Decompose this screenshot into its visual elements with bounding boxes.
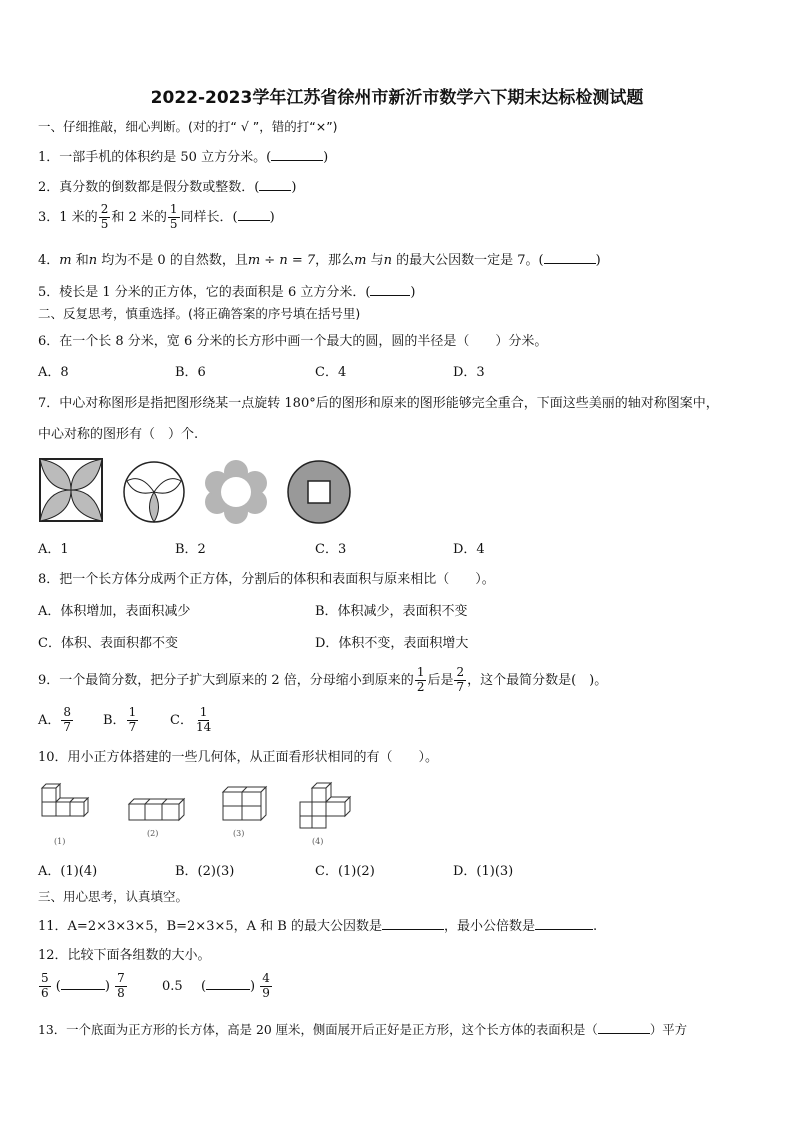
figure-label: (4) [312,837,324,846]
question-3-text: 3．1 米的 [38,209,98,225]
option-c[interactable]: C．体积、表面积都不变 [38,636,178,651]
option-a[interactable]: A．1 [38,542,69,557]
question-4-text: 和 [75,253,89,268]
question-13-text: ）平方 [649,1022,687,1037]
denominator: 14 [195,719,212,734]
question-11 [38,917,597,933]
option-d[interactable]: D．3 [453,365,485,380]
question-11-text: . [592,919,598,934]
denominator: 7 [456,679,465,694]
option-b[interactable]: B．6 [175,365,206,380]
numerator: 1 [199,705,208,719]
question-5-text: 5．棱长是 1 分米的正方体，它的表面积是 6 立方分米．( [38,285,371,300]
question-1 [38,148,328,164]
option-b[interactable] [103,706,139,735]
numerator: 4 [262,971,270,985]
figure-label: (2) [147,829,159,838]
denominator: 7 [63,719,72,734]
numerator: 2 [100,202,109,216]
denominator: 5 [169,216,178,231]
option-c[interactable]: C．4 [315,365,347,380]
numerator: 1 [416,665,425,679]
question-4-text: 均为不是 0 的自然数，且 [101,253,248,268]
option-a[interactable]: A．体积增加，表面积减少 [38,604,191,619]
question-11-text: ，最小公倍数是 [443,919,535,934]
option-label: B． [103,712,126,728]
fraction [454,666,466,695]
question-13 [38,1021,687,1036]
question-3-text: 和 2 米的 [111,209,167,225]
cube-figure-1 [38,780,98,832]
question-2-text: 2．真分数的倒数都是假分数或整数．( [38,180,260,195]
question-7-line-2: 中心对称的图形有（ ）个. [38,427,199,442]
compare-blank[interactable] [206,977,250,990]
fraction [194,706,213,735]
answer-blank[interactable] [598,1021,650,1034]
fraction [61,706,73,735]
question-4-text: ，那么 [315,253,355,268]
figure-label: (3) [233,829,245,838]
option-b[interactable]: B．(2)(3) [175,864,235,879]
option-a[interactable] [38,706,74,735]
fraction [260,972,272,1001]
question-13-text: 13．一个底面为正方形的长方体，高是 20 厘米，侧面展开后正好是正方形，这个长方体的表面积是（ [38,1022,598,1037]
option-b[interactable]: B．2 [175,542,206,557]
answer-blank[interactable] [271,148,323,161]
answer-blank[interactable] [535,917,593,930]
option-d[interactable]: D．体积不变，表面积增大 [315,636,469,651]
circle-three-leaf-figure [121,459,187,525]
figure-label: (1) [54,837,66,846]
cube-figure-4 [298,780,352,832]
section-1-heading: 一、仔细推敲，细心判断。(对的打“ √ ”，错的打“×”) [38,119,338,134]
option-a[interactable]: A．8 [38,365,69,380]
decimal-value: 0.5 [162,978,183,994]
compare-row [38,972,273,1001]
paren: ( [55,978,61,994]
option-d[interactable]: D．(1)(3) [453,864,514,879]
option-d[interactable]: D．4 [453,542,485,557]
option-c[interactable]: C．3 [315,542,347,557]
question-9 [38,666,607,695]
coin-figure [286,459,352,525]
question-9-text: 9．一个最简分数，把分子扩大到原来的 2 倍，分母缩小到原来的 [38,672,414,688]
answer-blank[interactable] [238,208,270,221]
section-3-heading: 三、用心思考，认真填空。 [38,889,189,904]
section-2-heading: 二、反复思考，慎重选择。(将正确答案的序号填在括号里) [38,306,361,321]
question-2 [38,178,296,194]
question-6: 6．在一个长 8 分米，宽 6 分米的长方形中画一个最大的圆，圆的半径是（ ）分米。 [38,334,548,349]
numerator: 5 [41,971,49,985]
question-12: 12．比较下面各组数的大小。 [38,948,211,963]
answer-blank[interactable] [370,283,410,296]
numerator: 7 [117,971,125,985]
numerator: 8 [63,705,72,719]
question-3-text: 同样长．( [180,209,238,225]
paren: ) [291,180,297,195]
square-four-petal-figure [38,457,104,523]
variable-n: n [88,253,98,268]
paren: ) [250,978,256,994]
paren: ) [104,978,110,994]
option-c[interactable]: C．(1)(2) [315,864,375,879]
paren: ( [200,978,207,994]
page-title: 2022-2023学年江苏省徐州市新沂市数学六下期末达标检测试题 [150,88,644,108]
fraction [168,203,180,232]
denominator: 2 [416,679,425,694]
fraction [99,203,111,232]
variable-m: m [59,253,72,268]
option-label: A． [38,712,61,728]
question-4 [38,251,601,267]
fraction [415,666,427,695]
question-10: 10．用小正方体搭建的一些几何体，从正面看形状相同的有（ ）。 [38,750,439,765]
question-3 [38,203,275,232]
answer-blank[interactable] [544,251,596,264]
equation: m ÷ n = 7 [247,253,316,268]
denominator: 7 [128,719,137,734]
question-4-text: 4． [38,253,60,268]
denominator: 8 [117,985,125,1000]
paren: ) [410,285,416,300]
denominator: 6 [41,985,49,1000]
question-5 [38,283,416,299]
option-a[interactable]: A．(1)(4) [38,864,98,879]
denominator: 9 [262,985,270,1000]
variable-m: m [354,253,367,268]
question-9-text: ，这个最简分数是( )。 [467,672,608,688]
option-b[interactable]: B．体积减少，表面积不变 [315,604,468,619]
question-1-text: 1．一部手机的体积约是 50 立方分米。( [38,150,272,165]
variable-n: n [383,253,392,268]
paren: ) [323,150,329,165]
question-9-text: 后是 [427,672,454,688]
denominator: 5 [100,216,109,231]
paren: ) [595,253,601,268]
cube-figure-2 [125,795,191,825]
question-11-text: 11．A=2×3×3×5，B=2×3×5，A 和 B 的最大公因数是 [38,919,382,934]
compare-blank[interactable] [61,977,105,990]
question-8: 8．把一个长方体分成两个正方体，分割后的体积和表面积与原来相比（ ）。 [38,572,495,587]
question-4-text: 与 [370,253,384,268]
numerator: 2 [456,665,465,679]
answer-blank[interactable] [259,178,291,191]
flower-figure [203,459,269,525]
option-label: C． [170,712,193,728]
answer-blank[interactable] [382,917,444,930]
fraction [115,972,127,1001]
cube-figure-3 [217,780,269,828]
numerator: 1 [128,705,137,719]
paren: ) [269,209,275,225]
fraction [39,972,51,1001]
question-4-text: 的最大公因数一定是 7。( [396,253,544,268]
option-c[interactable] [170,706,214,735]
question-7-line-1: 7．中心对称图形是指把图形绕某一点旋转 180°后的图形和原来的图形能够完全重合，下面这些美丽的轴对称图案中， [38,396,719,411]
numerator: 1 [169,202,178,216]
fraction [127,706,139,735]
